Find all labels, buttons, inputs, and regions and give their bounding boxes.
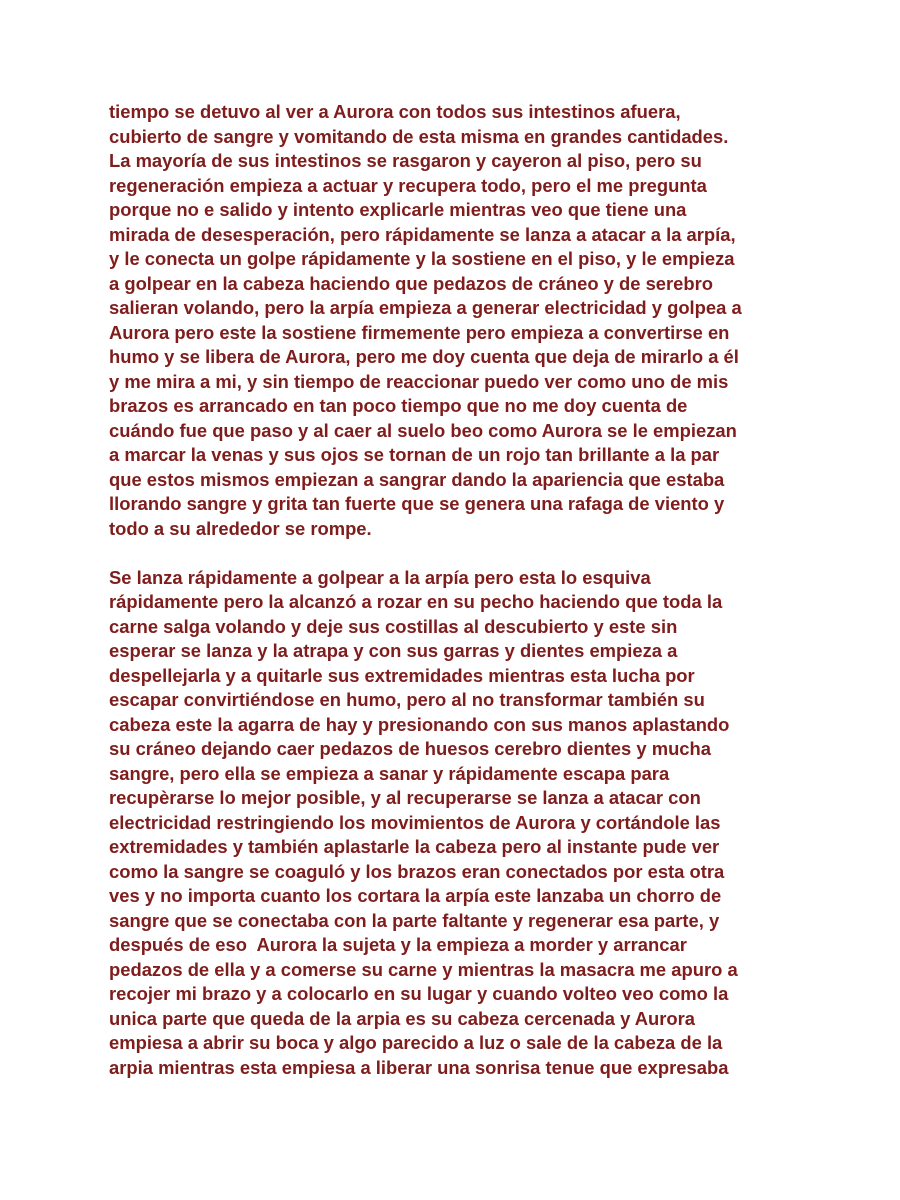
text-line: pedazos de ella y a comerse su carne y mientras la masacra me apuro a	[109, 958, 738, 980]
text-line: brazos es arrancado en tan poco tiempo que no me doy cuenta de	[109, 395, 688, 416]
text-line: carne salga volando y deje sus costillas al descubierto y este sin	[109, 615, 678, 637]
text-line: sangre que se conectaba con la parte faltante y regenerar esa parte, y	[109, 909, 720, 931]
text-line: extremidades y también aplastarle la cabeza pero al instante pude ver	[109, 836, 720, 857]
text-line: todo a su alrededor se rompe.	[109, 517, 372, 539]
text-line: y me mira a mi, y sin tiempo de reaccionar puedo ver como uno de mis	[109, 370, 729, 392]
text-line: cuándo fue que paso y al caer al suelo beo como Aurora se le empiezan	[109, 419, 737, 441]
text-line: La mayoría de sus intestinos se rasgaron y cayeron al piso, pero su	[109, 150, 702, 171]
paragraph-spacer	[109, 541, 799, 566]
text-line: escapar convirtiéndose en humo, pero al no transformar también su	[109, 689, 705, 710]
text-line: sangre, pero ella se empieza a sanar y rápidamente escapa para	[109, 762, 670, 784]
text-line: a marcar la venas y sus ojos se tornan de un rojo tan brillante a la par	[109, 444, 720, 465]
text-line: su cráneo dejando caer pedazos de huesos cerebro dientes y mucha	[109, 738, 711, 759]
text-line: salieran volando, pero la arpía empieza a generar electricidad y golpea a	[109, 297, 742, 318]
text-line: y le conecta un golpe rápidamente y la sostiene en el piso, y le empieza	[109, 248, 735, 269]
paragraph-2	[109, 566, 799, 1081]
document-page	[109, 100, 799, 1080]
text-line: Aurora pero este la sostiene firmemente pero empieza a convertirse en	[109, 321, 730, 343]
text-line: arpia mientras esta empiesa a liberar una sonrisa tenue que expresaba	[109, 1056, 729, 1078]
text-line: llorando sangre y grita tan fuerte que se genera una rafaga de viento y	[109, 493, 725, 514]
text-line: cabeza este la agarra de hay y presionando con sus manos aplastando	[109, 713, 730, 735]
text-line: tiempo se detuvo al ver a Aurora con todos sus intestinos afuera,	[109, 101, 681, 122]
text-line: ves y no importa cuanto los cortara la arpía este lanzaba un chorro de	[109, 885, 722, 906]
text-line: a golpear en la cabeza haciendo que pedazos de cráneo y de serebro	[109, 272, 714, 294]
text-line: cubierto de sangre y vomitando de esta misma en grandes cantidades.	[109, 125, 729, 147]
text-line: unica parte que queda de la arpia es su cabeza cercenada y Aurora	[109, 1007, 696, 1029]
text-line: recupèrarse lo mejor posible, y al recuperarse se lanza a atacar con	[109, 787, 701, 808]
text-line: despellejarla y a quitarle sus extremidades mientras esta lucha por	[109, 664, 695, 686]
text-line: electricidad restringiendo los movimientos de Aurora y cortándole las	[109, 811, 721, 833]
text-line: esperar se lanza y la atrapa y con sus garras y dientes empieza a	[109, 640, 678, 661]
text-line: humo y se libera de Aurora, pero me doy cuenta que deja de mirarlo a él	[109, 346, 739, 367]
text-line: empiesa a abrir su boca y algo parecido a luz o sale de la cabeza de la	[109, 1032, 723, 1053]
text-line: mirada de desesperación, pero rápidamente se lanza a atacar a la arpía,	[109, 223, 736, 245]
paragraph-1	[109, 100, 799, 541]
text-line: como la sangre se coaguló y los brazos eran conectados por esta otra	[109, 860, 725, 882]
text-line: regeneración empieza a actuar y recupera todo, pero el me pregunta	[109, 174, 707, 196]
text-line: rápidamente pero la alcanzó a rozar en su pecho haciendo que toda la	[109, 591, 723, 612]
text-line: que estos mismos empiezan a sangrar dando la apariencia que estaba	[109, 468, 725, 490]
text-line: después de eso Aurora la sujeta y la empieza a morder y arrancar	[109, 934, 687, 955]
text-line: porque no e salido y intento explicarle mientras veo que tiene una	[109, 199, 687, 220]
text-line: recojer mi brazo y a colocarlo en su lugar y cuando volteo veo como la	[109, 983, 729, 1004]
text-line: Se lanza rápidamente a golpear a la arpía pero esta lo esquiva	[109, 566, 651, 588]
